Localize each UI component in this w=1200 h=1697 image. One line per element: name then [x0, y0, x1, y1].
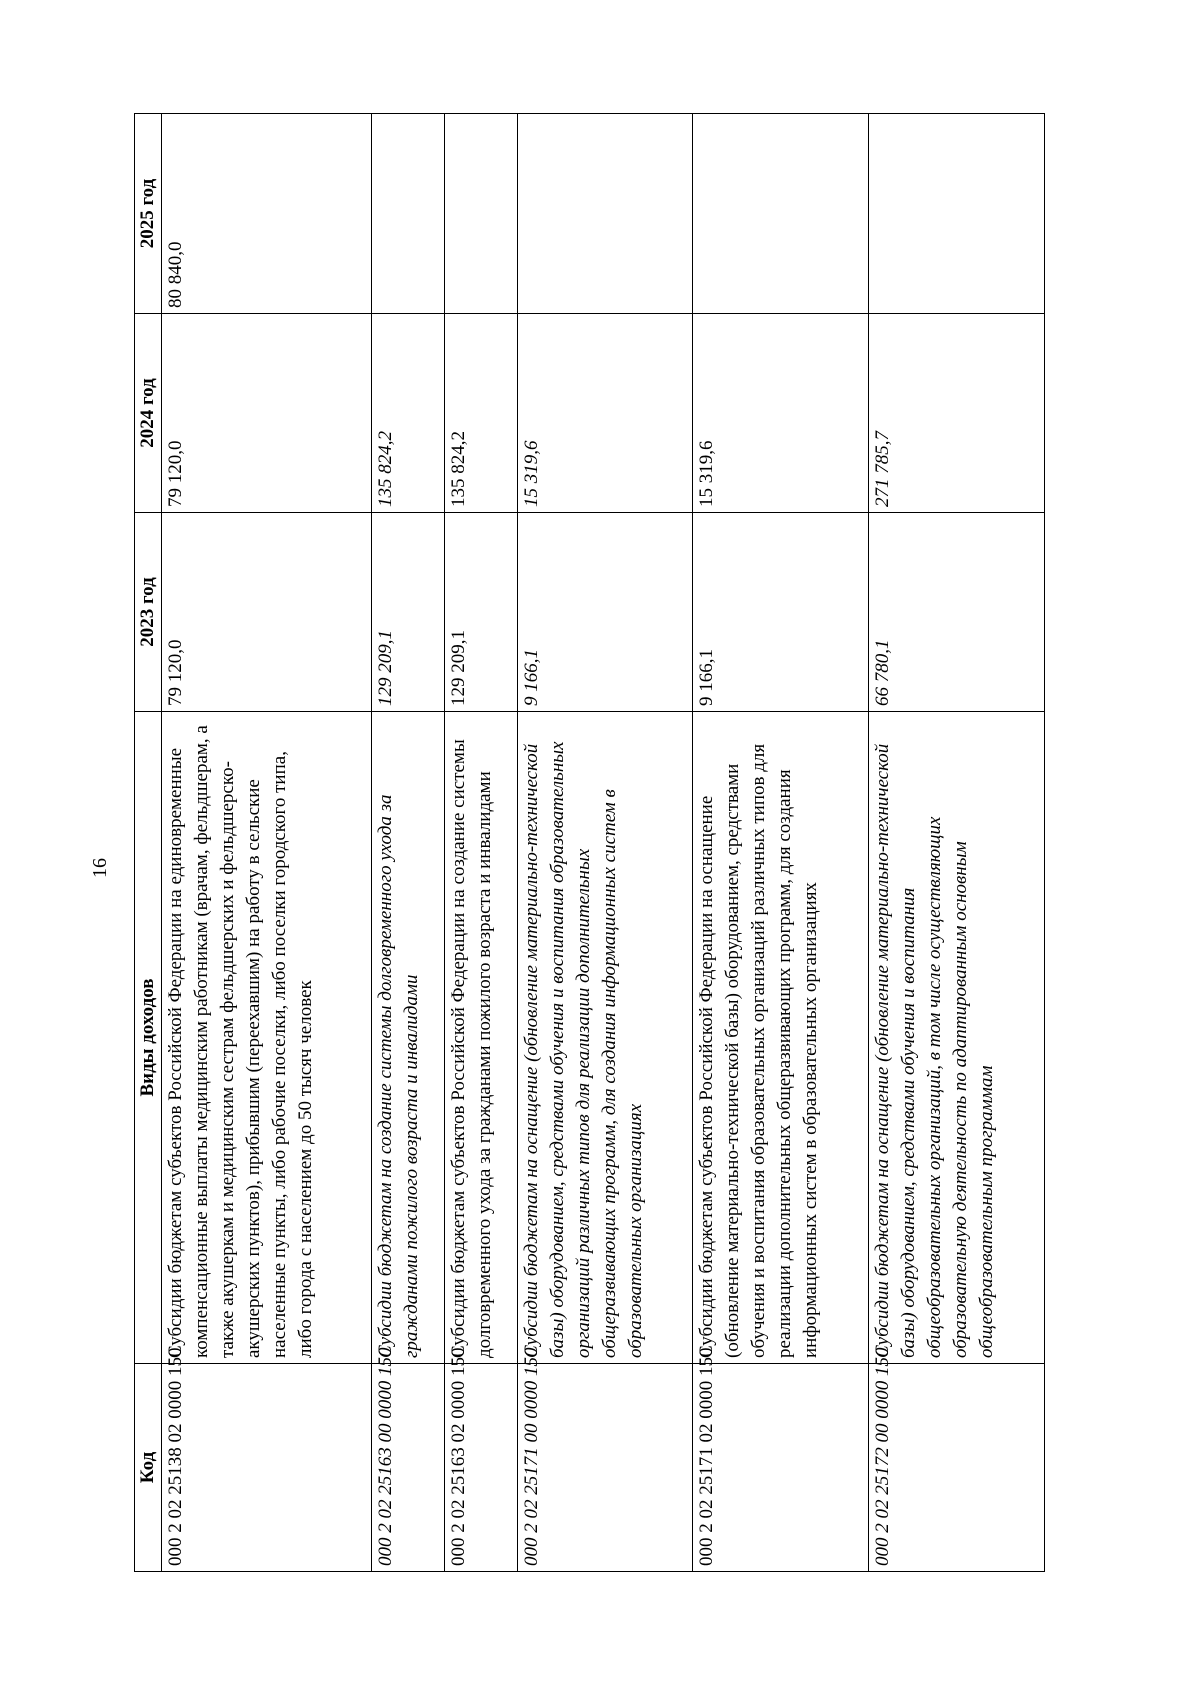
- row-code: 000 2 02 25163 02 0000 150: [444, 1364, 517, 1572]
- header-year-2025: 2025 год: [135, 114, 162, 314]
- page-number: 16: [89, 858, 111, 878]
- row-value-2024: 15 319,6: [517, 314, 693, 513]
- row-value-2024: 135 824,2: [372, 314, 445, 513]
- header-year-2023: 2023 год: [135, 513, 162, 712]
- row-code: 000 2 02 25172 00 0000 150: [869, 1364, 1045, 1572]
- row-value-2023: 66 780,1: [869, 513, 1045, 712]
- row-value-2023: 129 209,1: [444, 513, 517, 712]
- row-description: Субсидии бюджетам на оснащение (обновление материально-технической базы) оборудованием, средствами обучения и воспитания образовательных организаций различных типов для реализации дополнительных общеразвивающих программ, для создания информационных систем в образовательных организациях: [517, 712, 693, 1364]
- table-row: [517, 114, 693, 1572]
- table-header-row: [135, 114, 162, 1572]
- row-value-2025: [693, 114, 869, 314]
- row-code: 000 2 02 25163 00 0000 150: [372, 1364, 445, 1572]
- row-value-2024: 135 824,2: [444, 314, 517, 513]
- table-row: [444, 114, 517, 1572]
- row-value-2024: 15 319,6: [693, 314, 869, 513]
- row-value-2023: 129 209,1: [372, 513, 445, 712]
- row-description: Субсидии бюджетам субъектов Российской Федерации на единовременные компенсационные выплаты медицинским работникам (врачам, фельдшерам, а также акушеркам и медицинским сестрам фельдшерских и фельдшерско-акушерских пунктов), прибывшим (переехавшим) на работу в сельские населенные пункты, либо рабочие поселки, либо поселки городского типа, либо города с населением до 50 тысяч человек: [162, 712, 372, 1364]
- table-row: [693, 114, 869, 1572]
- row-code: 000 2 02 25171 00 0000 150: [517, 1364, 693, 1572]
- table-row: [372, 114, 445, 1572]
- row-description: Субсидии бюджетам на создание системы долговременного ухода за гражданами пожилого возраста и инвалидами: [372, 712, 445, 1364]
- row-value-2023: 9 166,1: [693, 513, 869, 712]
- row-value-2025: [372, 114, 445, 314]
- row-value-2024: 271 785,7: [869, 314, 1045, 513]
- header-description: Виды доходов: [135, 712, 162, 1364]
- row-value-2025: [869, 114, 1045, 314]
- row-value-2023: 9 166,1: [517, 513, 693, 712]
- row-value-2025: 80 840,0: [162, 114, 372, 314]
- table-row: [162, 114, 372, 1572]
- header-year-2024: 2024 год: [135, 314, 162, 513]
- row-code: 000 2 02 25138 02 0000 150: [162, 1364, 372, 1572]
- row-description: Субсидии бюджетам субъектов Российской Федерации на создание системы долговременного ухода за гражданами пожилого возраста и инвалидами: [444, 712, 517, 1364]
- row-value-2025: [444, 114, 517, 314]
- row-description: Субсидии бюджетам на оснащение (обновление материально-технической базы) оборудованием, средствами обучения и воспитания общеобразовательных организаций, в том числе осуществляющих образовательную деятельность по адаптированным основным общеобразовательным программам: [869, 712, 1045, 1364]
- row-code: 000 2 02 25171 02 0000 150: [693, 1364, 869, 1572]
- revenue-table: [134, 113, 1045, 1572]
- row-description: Субсидии бюджетам субъектов Российской Федерации на оснащение (обновление материально-технической базы) оборудованием, средствами обучения и воспитания образовательных организаций различных типов для реализации дополнительных общеразвивающих программ, для создания информационных систем в образовательных организациях: [693, 712, 869, 1364]
- row-value-2023: 79 120,0: [162, 513, 372, 712]
- row-value-2024: 79 120,0: [162, 314, 372, 513]
- row-value-2025: [517, 114, 693, 314]
- header-code: Код: [135, 1364, 162, 1572]
- table-row: [869, 114, 1045, 1572]
- rotated-table-container: [134, 114, 1045, 1572]
